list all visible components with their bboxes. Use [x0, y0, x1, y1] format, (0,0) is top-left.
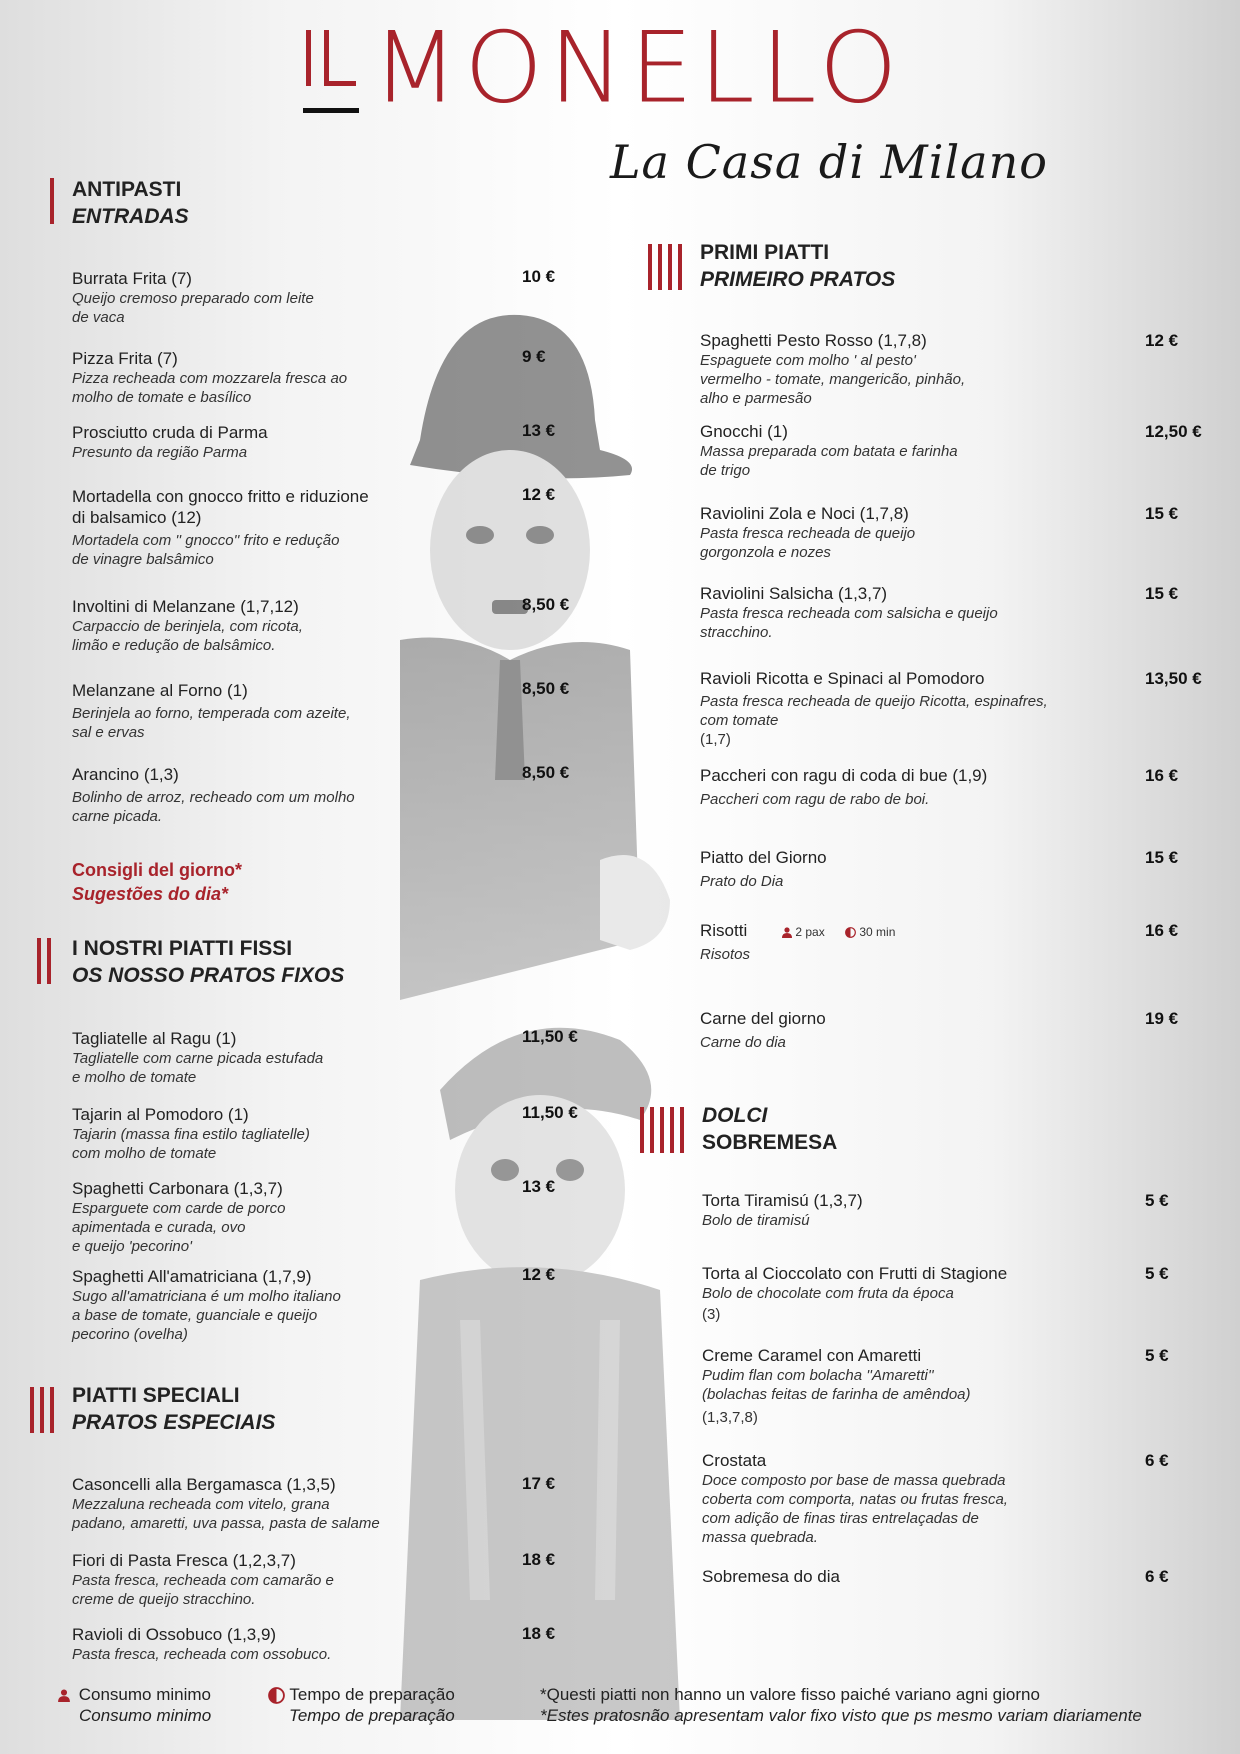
clock-icon [845, 927, 856, 938]
item-price: 19 € [1145, 1009, 1179, 1028]
legend-consumo: Consumo minimo Consumo minimo [58, 1684, 211, 1726]
section-title-fissi: I NOSTRI PIATTI FISSI OS NOSSO PRATOS FIXOS [72, 937, 345, 987]
item-price: 13 € [522, 421, 556, 440]
item-price: 16 € [1145, 766, 1179, 785]
person-icon [58, 1689, 70, 1702]
menu-item: Mortadella con gnocco fritto e riduzione di balsamico (12) Mortadela com '' gnocco'' frito e redução de vinagre balsâmico [72, 487, 369, 568]
menu-item: Casoncelli alla Bergamasca (1,3,5) Mezzaluna recheada com vitelo, grana padano, amaretti, uva passa, pasta de salame [72, 1475, 380, 1532]
risotti-time: 30 min [845, 925, 895, 939]
menu-item: Raviolini Salsicha (1,3,7) Pasta fresca recheada com salsicha e queijo stracchino. [700, 584, 998, 641]
section-bars [50, 178, 54, 224]
menu-item: Paccheri con ragu di coda di bue (1,9) Paccheri com ragu de rabo de boi. [700, 766, 988, 808]
item-price: 17 € [522, 1474, 556, 1493]
menu-item: Risotti Risotos [700, 921, 751, 963]
item-price: 15 € [1145, 848, 1179, 867]
menu-item: Tajarin al Pomodoro (1) Tajarin (massa fina estilo tagliatelle) com molho de tomate [72, 1105, 310, 1162]
item-price: 5 € [1145, 1191, 1169, 1210]
menu-item: Ravioli Ricotta e Spinaci al Pomodoro Pasta fresca recheada de queijo Ricotta, espinafres, com tomate (1,7) [700, 669, 1048, 748]
menu-item: Fiori di Pasta Fresca (1,2,3,7) Pasta fresca, recheada com camarão e creme de queijo stracchino. [72, 1551, 334, 1608]
menu-item: Torta Tiramisú (1,3,7) Bolo de tiramisú [702, 1191, 863, 1229]
item-price: 6 € [1145, 1567, 1169, 1586]
daily-suggestions: Consigli del giorno* Sugestões do dia* [72, 860, 242, 904]
item-price: 8,50 € [522, 595, 570, 614]
section-title-speciali: PIATTI SPECIALI PRATOS ESPECIAIS [72, 1384, 276, 1434]
tagline: La Casa di Milano [610, 135, 1048, 189]
section-title-primi: PRIMI PIATTI PRIMEIRO PRATOS [700, 241, 896, 291]
section-bars [30, 1387, 54, 1433]
clock-icon [268, 1687, 285, 1704]
menu-item: Creme Caramel con Amaretti Pudim flan com bolacha ''Amaretti'' (bolachas feitas de farinha de amêndoa) (1,3,7,8) [702, 1346, 971, 1426]
item-price: 13,50 € [1145, 669, 1202, 688]
menu-item: Prosciutto cruda di Parma Presunto da região Parma [72, 423, 268, 461]
menu-item: Ravioli di Ossobuco (1,3,9) Pasta fresca, recheada com ossobuco. [72, 1625, 332, 1663]
footer-notes: *Questi piatti non hanno un valore fisso paiché variano agni giorno *Estes pratosnão apresentam valor fixo visto que ps mesmo variam diariamente [540, 1685, 1142, 1725]
menu-item: Involtini di Melanzane (1,7,12) Carpaccio de berinjela, com ricota, limão e redução de balsâmico. [72, 597, 303, 654]
menu-item: Piatto del Giorno Prato do Dia [700, 848, 827, 890]
section-bars [640, 1107, 684, 1153]
item-price: 8,50 € [522, 763, 570, 782]
menu-item: Arancino (1,3) Bolinho de arroz, recheado com um molho carne picada. [72, 765, 355, 825]
item-price: 13 € [522, 1177, 556, 1196]
item-price: 5 € [1145, 1264, 1169, 1283]
item-price: 11,50 € [522, 1027, 578, 1046]
risotti-portion: 2 pax [782, 925, 825, 939]
menu-item: Gnocchi (1) Massa preparada com batata e farinha de trigo [700, 422, 958, 479]
legend-tempo: Tempo de preparação Tempo de preparação [268, 1684, 455, 1726]
item-price: 11,50 € [522, 1103, 578, 1122]
menu-item: Torta al Cioccolato con Frutti di Stagione Bolo de chocolate com fruta da época (3) [702, 1264, 1008, 1323]
menu-item: Sobremesa do dia [702, 1567, 840, 1586]
item-price: 6 € [1145, 1451, 1169, 1470]
menu-item: Spaghetti Carbonara (1,3,7) Esparguete com carde de porco apimentada e curada, ovo e queijo 'pecorino' [72, 1179, 286, 1255]
item-price: 15 € [1145, 504, 1179, 523]
item-price: 15 € [1145, 584, 1179, 603]
menu-item: Spaghetti All'amatriciana (1,7,9) Sugo all'amatriciana é um molho italiano a base de tomate, guanciale e queijo pecorino (ovelha) [72, 1267, 341, 1343]
item-price: 8,50 € [522, 679, 570, 698]
section-title-antipasti: ANTIPASTI ENTRADAS [72, 178, 189, 228]
item-price: 10 € [522, 267, 556, 286]
item-price: 12,50 € [1145, 422, 1202, 441]
menu-item: Pizza Frita (7) Pizza recheada com mozzarela fresca ao molho de tomate e basílico [72, 349, 348, 406]
menu-item: Melanzane al Forno (1) Berinjela ao forno, temperada com azeite, sal e ervas [72, 681, 351, 741]
logo-wordmark: MONELLO [372, 10, 904, 125]
section-bars [648, 244, 682, 290]
menu-item: Carne del giorno Carne do dia [700, 1009, 826, 1051]
item-price: 12 € [522, 1265, 556, 1284]
item-price: 18 € [522, 1550, 556, 1569]
section-bars [37, 938, 51, 984]
menu-item: Spaghetti Pesto Rosso (1,7,8) Espaguete com molho ' al pesto' vermelho - tomate, mangericão, pinhão, alho e parmesão [700, 331, 966, 407]
menu-item: Raviolini Zola e Noci (1,7,8) Pasta fresca recheada de queijo gorgonzola e nozes [700, 504, 916, 561]
item-price: 5 € [1145, 1346, 1169, 1365]
menu-item: Burrata Frita (7) Queijo cremoso preparado com leite de vaca [72, 269, 314, 326]
person-icon [782, 927, 792, 938]
item-price: 12 € [522, 485, 556, 504]
item-price: 18 € [522, 1624, 556, 1643]
logo-il-mark [300, 30, 362, 120]
item-price: 12 € [1145, 331, 1179, 350]
item-price: 9 € [522, 347, 546, 366]
section-title-dolci: DOLCI SOBREMESA [702, 1104, 838, 1154]
item-price: 16 € [1145, 921, 1179, 940]
menu-item: Crostata Doce composto por base de massa quebrada coberta com comporta, natas ou frutas fresca, com adição de finas tiras entrelaçadas de massa quebrada. [702, 1451, 1008, 1546]
background-photo [400, 300, 730, 1720]
logo [300, 10, 940, 125]
menu-item: Tagliatelle al Ragu (1) Tagliatelle com carne picada estufada e molho de tomate [72, 1029, 324, 1086]
